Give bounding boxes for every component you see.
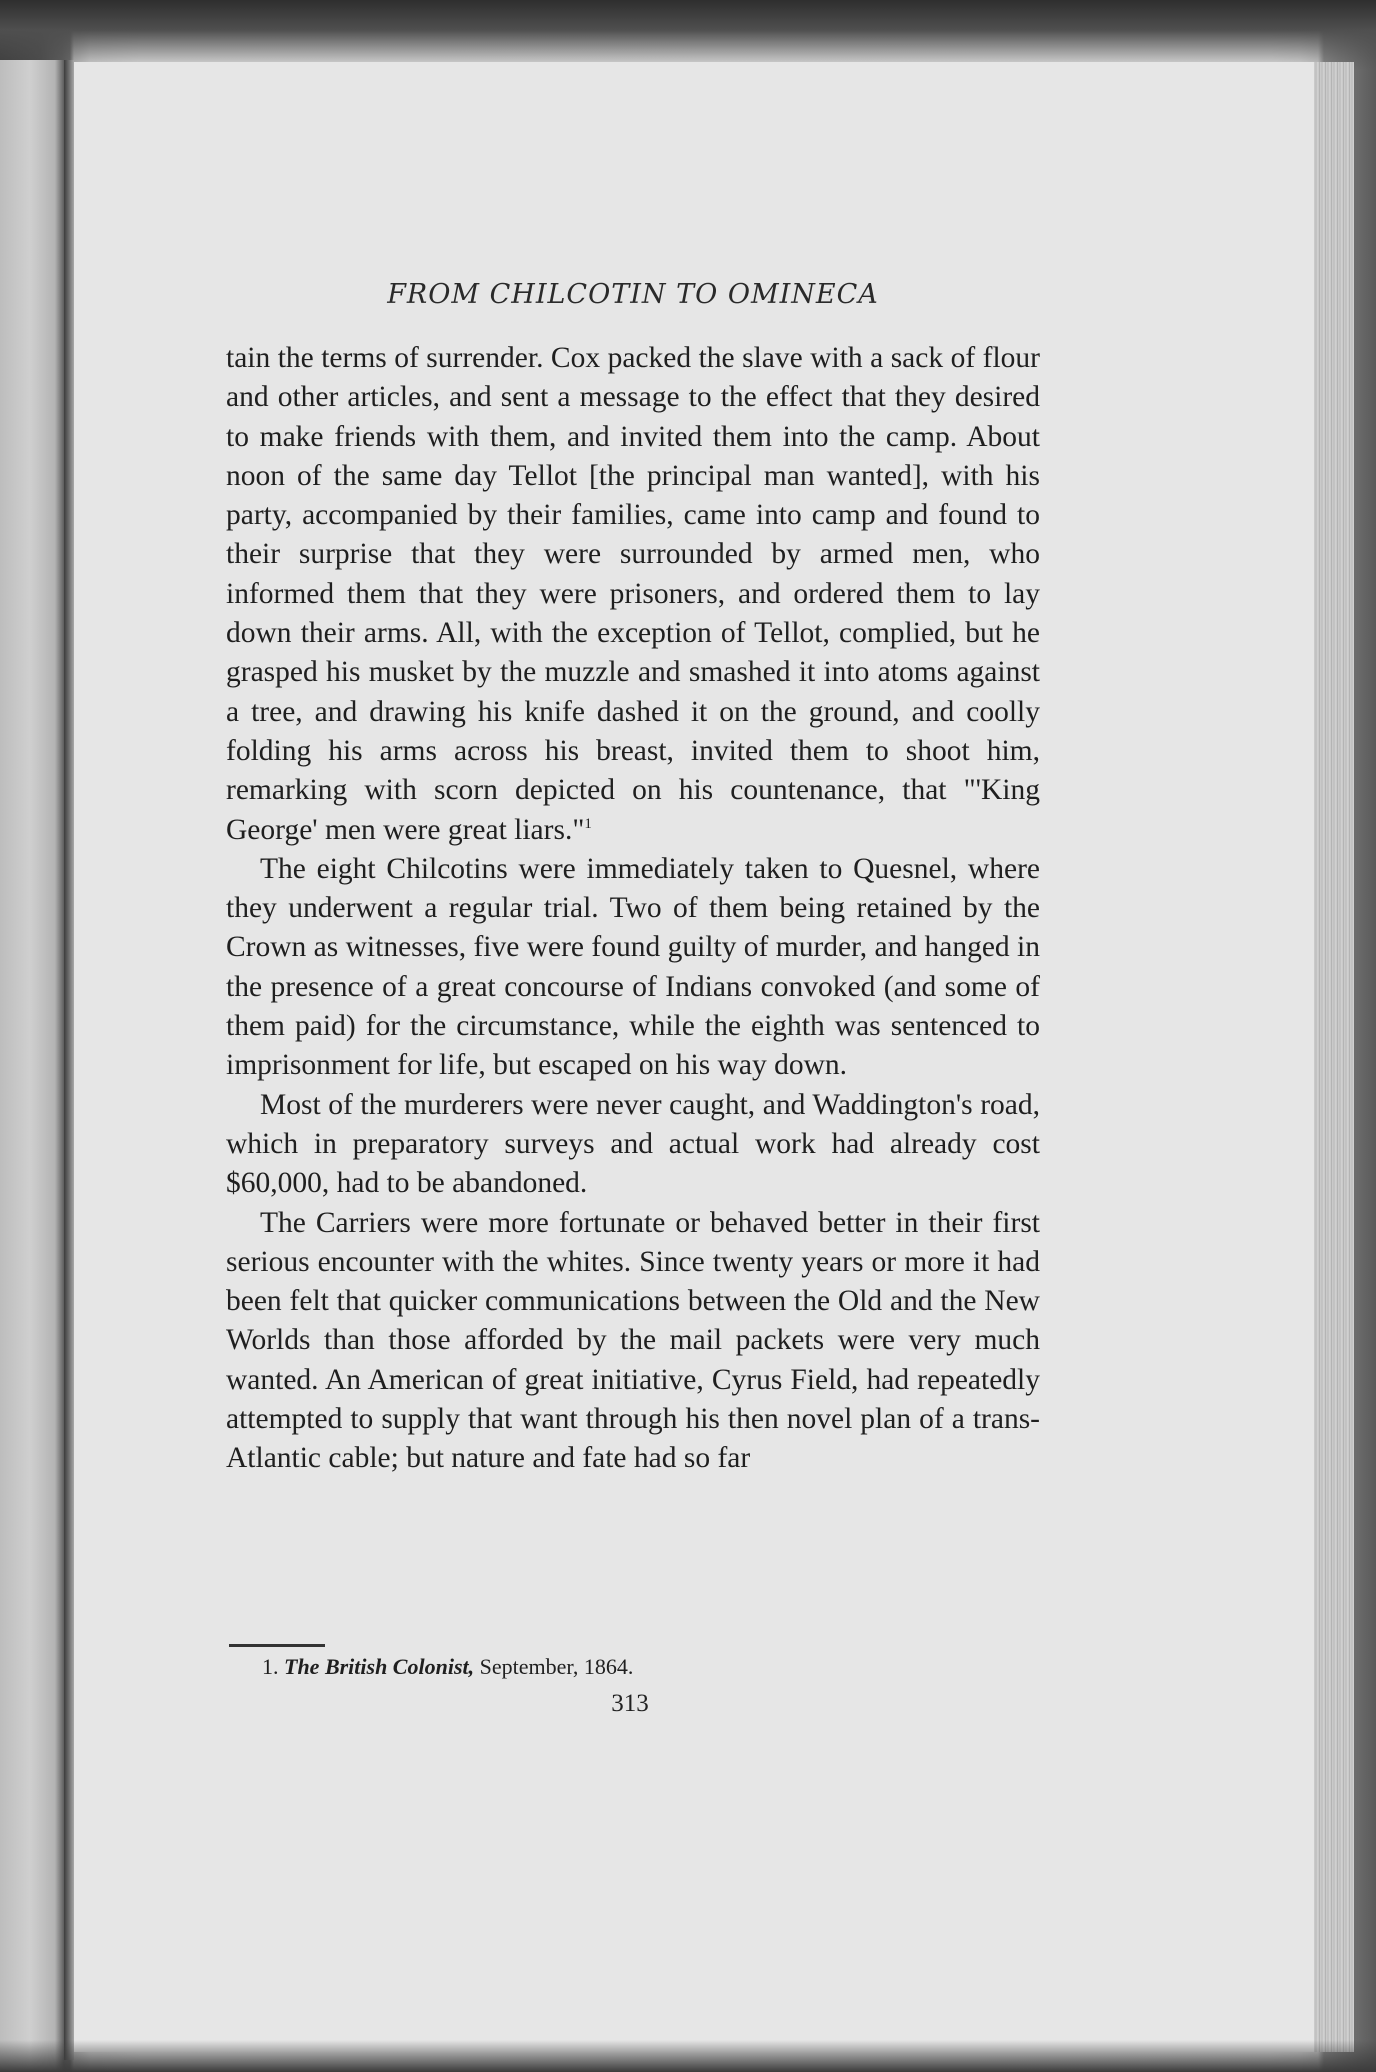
running-head: FROM CHILCOTIN TO OMINECA — [387, 279, 879, 310]
footnote-rule — [229, 1644, 325, 1647]
page-number: 313 — [611, 1690, 649, 1717]
footnote-reference: 1 — [584, 815, 592, 832]
paragraph-2: The eight Chilcotins were immediately taken to Quesnel, where they underwent a regular trial. Two of them being retained by the Crown as witnesses, five were found guilty of murder, and hanged in the presence of a great concourse of Indians convoked (and some of them paid) for the circumstance, while the eighth was sentenced to imprisonment for life, but escaped on his way down. — [226, 852, 1040, 1082]
body-text — [226, 339, 1040, 1479]
footnote-date: September, 1864. — [479, 1654, 634, 1679]
paragraph-4: The Carriers were more fortunate or behaved better in their first serious encounter with the whites. Since twenty years or more it had been felt that quicker communications between the Old and the New Worlds than those afforded by the mail packets were very much wanted. An American of great initiative, Cyrus Field, had repeatedly attempted to supply that want through his then novel plan of a trans-Atlantic cable; but nature and fate had so far — [226, 1206, 1040, 1475]
paragraph-1 — [226, 339, 1040, 850]
footnote-source: The British Colonist, — [284, 1654, 475, 1679]
paragraph-3: Most of the murderers were never caught, and Waddington's road, which in preparatory surveys and actual work had already cost $60,000, had to be abandoned. — [226, 1088, 1040, 1200]
bottom-shadow — [0, 2040, 1376, 2072]
footnote-number: 1. — [262, 1654, 279, 1679]
facing-page-edge — [0, 60, 64, 2072]
paragraph-1-text: tain the terms of surrender. Cox packed the slave with a sack of flour and other articles, and sent a message to the effect that they desired to make friends with them, and invited them into the camp. About noon of the same day Tellot [the principal man wanted], with his party, accompanied by their families, came into camp and found to their surprise that they were surrounded by armed men, who informed them that they were prisoners, and ordered them to lay down their arms. All, with the exception of Tellot, complied, but he grasped his musket by the muzzle and smashed it into atoms against a tree, and drawing his knife dashed it on the ground, and coolly folding his arms across his breast, invited them to shoot him, remarking with scorn depicted on his countenance, that "'King George' men were great liars." — [226, 342, 1040, 846]
footnote — [262, 1654, 1022, 1680]
page-edges — [1314, 62, 1354, 2052]
top-shadow — [0, 0, 1376, 70]
book-gutter — [64, 60, 74, 2060]
